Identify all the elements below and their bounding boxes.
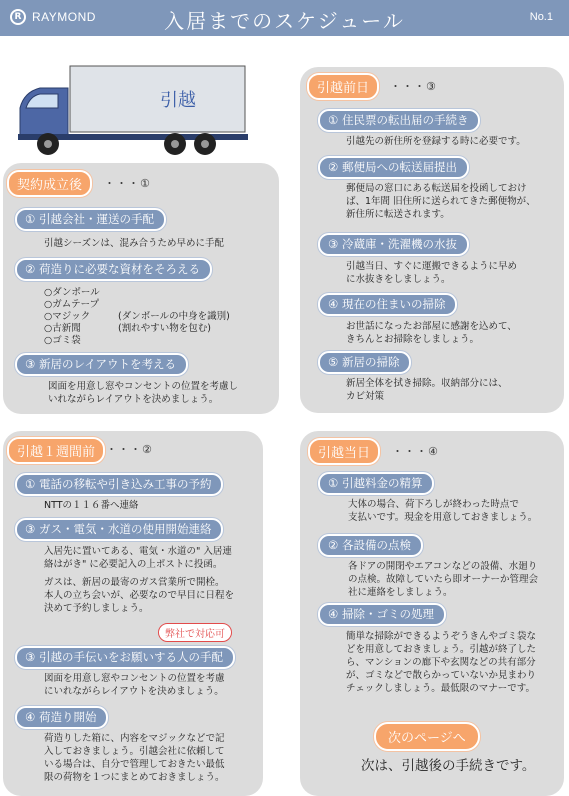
step-text: 引越先の新住所を登録する時に必要です。: [346, 136, 526, 147]
list-item: ○ガムテープ: [44, 299, 100, 310]
step-layout: ③ 新居のレイアウトを考える: [15, 353, 188, 376]
next-page-button[interactable]: 次のページへ: [374, 722, 480, 751]
step-text: 郵便局の窓口にある転送届を投函しておけ: [346, 183, 527, 194]
step-text: が、ゴミなどで散らかっていないか見まわり: [346, 670, 537, 681]
step-packing-materials: ② 荷造りに必要な資材をそろえる: [15, 258, 212, 281]
step-text: NTTの１１６番へ連絡: [44, 500, 139, 511]
section-tag-after-contract: 契約成立後: [7, 170, 92, 197]
list-item: ○古新聞: [44, 323, 81, 334]
step-text: 決めて予約しましょう。: [44, 603, 149, 614]
step-text: 図面を用意し窓やコンセントの位置を考慮し: [48, 381, 239, 392]
step-text: 限の荷物を１つにまとめておきましょう。: [44, 772, 225, 783]
step-text: ガスは、新居の最寄のガス営業所で開栓。: [44, 577, 225, 588]
step-text: 入しておきましょう。引越会社に依頼して: [44, 746, 225, 757]
step-text: 社に連絡をしましょう。: [348, 587, 453, 598]
step-text: 図面を用意し窓やコンセントの位置を考慮: [44, 673, 225, 684]
section-step-marker: ・・・②: [106, 443, 153, 456]
step-cleanup-trash: ④ 掃除・ゴミの処理: [318, 603, 446, 626]
step-payment: ① 引越料金の精算: [318, 472, 434, 495]
company-support-stamp: 弊社で対応可: [158, 623, 232, 642]
step-postal-forwarding: ② 郵便局への転送届提出: [318, 156, 469, 179]
section-tag-one-week-before: 引越１週間前: [7, 437, 105, 464]
section-tag-moving-day: 引越当日: [308, 438, 380, 465]
list-item: ○ダンボール: [44, 287, 100, 298]
step-phone-transfer: ① 電話の移転や引き込み工事の予約: [15, 473, 223, 496]
brand-name: RAYMOND: [32, 10, 96, 24]
step-text: カビ対策: [346, 391, 385, 402]
step-text: ら、マンションの廊下や玄関などの共有部分: [346, 657, 536, 668]
list-item-note: (ダンボールの中身を識別): [118, 311, 230, 322]
step-text: いれながらレイアウトを決めましょう。: [48, 394, 219, 405]
step-helpers: ③ 引越の手伝いをお願いする人の手配: [15, 646, 235, 669]
step-text: に水抜きをしましょう。: [346, 274, 451, 285]
step-text: 新居全体を拭き掃除。収納部分には、: [346, 378, 508, 389]
next-page-caption: 次は、引越後の手続きです。: [361, 758, 536, 774]
page-header: [0, 0, 569, 36]
step-start-packing: ④ 荷造り開始: [15, 706, 108, 729]
truck-label: 引越: [160, 90, 196, 111]
step-text: 簡単な掃除ができるようぞうきんやゴミ袋な: [346, 631, 537, 642]
step-text: の点検。故障していたら即オーナーか管理会: [348, 574, 539, 585]
step-text: どを用意しておきましょう。引越が終了した: [346, 644, 537, 655]
step-text: 各ドアの開閉やエアコンなどの設備、水廻り: [348, 561, 538, 572]
section-step-marker: ・・・③: [390, 80, 437, 93]
step-text: 大体の場合、荷下ろしが終わった時点で: [348, 499, 519, 510]
step-clean-current-home: ④ 現在の住まいの掃除: [318, 293, 457, 316]
list-item: ○ゴミ袋: [44, 335, 81, 346]
step-text: 本人の立ち会いが、必要なので早目に日程を: [44, 590, 235, 601]
step-inspect-equipment: ② 各設備の点検: [318, 534, 423, 557]
step-text: 絡はがき" に必要記入の上ポストに投函。: [44, 559, 223, 570]
moving-truck-illustration: [10, 58, 250, 158]
section-step-marker: ・・・④: [392, 445, 439, 458]
section-tag-day-before: 引越前日: [307, 73, 379, 100]
raymond-logo-icon: R: [10, 9, 26, 25]
step-text: 引越シーズンは、混み合うため早めに手配: [44, 238, 225, 249]
step-text: いる場合は、自分で管理しておきたい最低: [44, 759, 225, 770]
step-text: 支払いです。現金を用意しておきましょう。: [348, 512, 538, 523]
step-resident-registration: ① 住民票の転出届の手続き: [318, 109, 480, 132]
step-text: 入居先に置いてある、電気・水道の" 入居連: [44, 546, 232, 557]
step-utilities: ③ ガス・電気・水道の使用開始連絡: [15, 518, 223, 541]
step-text: きちんとお掃除をしましょう。: [346, 334, 480, 345]
step-text: 新住所に転送されます。: [346, 209, 450, 220]
step-text: 荷造りした箱に、内容をマジックなどで記: [44, 733, 225, 744]
step-text: お世話になったお部屋に感謝を込めて、: [346, 321, 517, 332]
step-drain-appliances: ③ 冷蔵庫・洗濯機の水抜: [318, 233, 469, 256]
section-step-marker: ・・・①: [104, 177, 151, 190]
step-clean-new-home: ⑤ 新居の掃除: [318, 351, 411, 374]
step-text: にいれながらレイアウトを決めましょう。: [44, 686, 224, 697]
step-text: 引越当日、すぐに運搬できるように早め: [346, 261, 518, 272]
step-moving-company: ① 引越会社・運送の手配: [15, 208, 166, 231]
list-item-note: (割れやすい物を包む): [118, 323, 211, 334]
list-item: ○マジック: [44, 311, 91, 322]
step-text: ば、1年間 旧住所に送られてきた郵便物が、: [346, 196, 536, 207]
page-title: 入居までのスケジュール: [164, 9, 405, 33]
step-text: チェックしましょう。最低限のマナーです。: [346, 683, 535, 694]
page-number: No.1: [529, 11, 553, 23]
